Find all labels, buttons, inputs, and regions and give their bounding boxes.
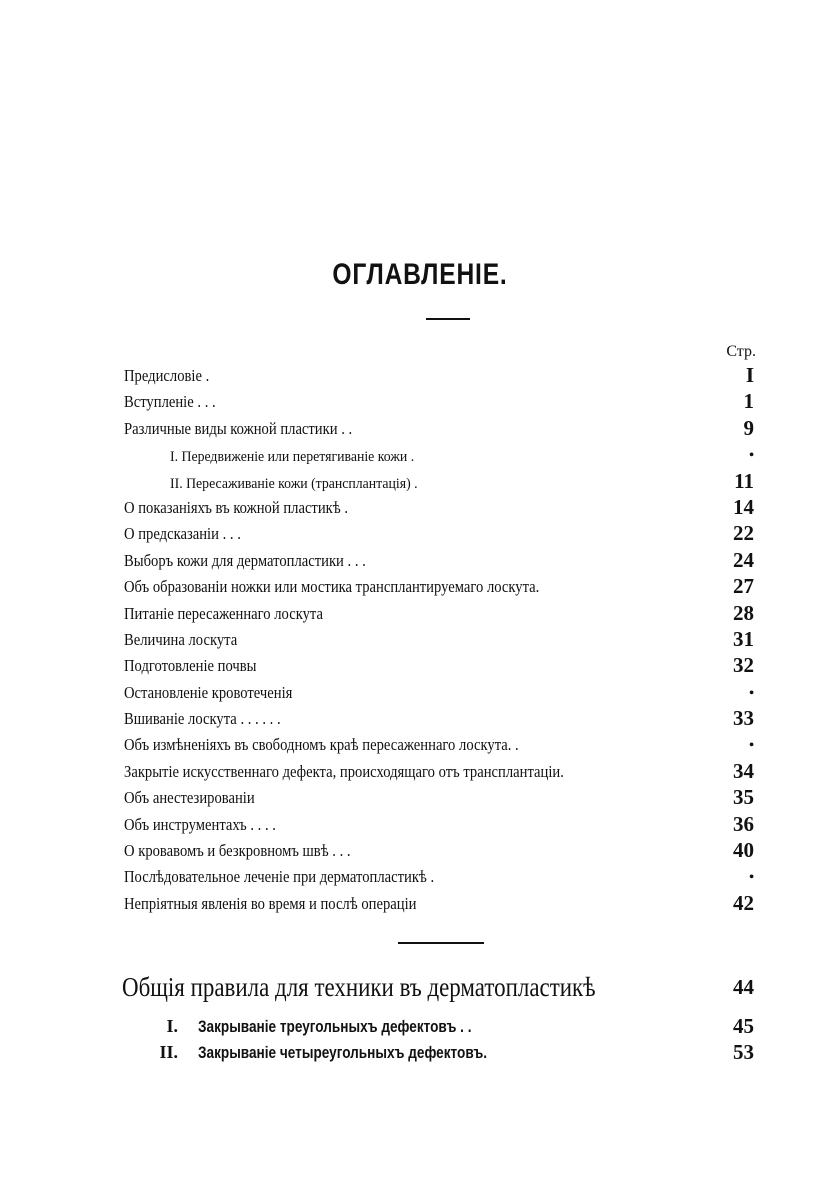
toc-entry-title: Вшиваніе лоскута . . . . . . xyxy=(124,709,281,729)
toc-entry-title: Различные виды кожной пластики . . xyxy=(124,418,353,438)
page-title: ОГЛАВЛЕНІЕ. xyxy=(332,258,508,291)
toc-entry xyxy=(0,652,840,678)
toc-subentry xyxy=(0,468,840,494)
toc-entry-page: 34 xyxy=(733,758,754,783)
toc-entry xyxy=(0,811,840,837)
section-page: 44 xyxy=(733,975,754,999)
toc-entry-page: 22 xyxy=(733,521,754,546)
toc-entry xyxy=(0,494,840,520)
toc-entry xyxy=(0,784,840,810)
toc-entry-page: 14 xyxy=(733,494,754,519)
toc-entry-title: Вступленіе . . . xyxy=(124,392,216,412)
toc-entry-title: Величина лоскута xyxy=(124,629,238,649)
toc-entry-title: О кровавомъ и безкровномъ швѣ . . . xyxy=(124,841,351,861)
section-item-number: II. xyxy=(159,1042,178,1062)
toc-entry-page: 40 xyxy=(733,838,754,863)
toc-entry-title: О предсказаніи . . . xyxy=(124,524,241,544)
section-item xyxy=(0,1014,840,1040)
toc-entry-title: Питаніе пересаженнаго лоскута xyxy=(124,603,323,623)
toc-entry-title: О показаніяхъ въ кожной пластикѣ . xyxy=(124,497,349,517)
section-item-page: 53 xyxy=(733,1040,754,1064)
toc-entry-title: Выборъ кожи для дерматопластики . . . xyxy=(124,550,366,570)
toc-entry xyxy=(0,837,840,863)
toc-entry-page: 31 xyxy=(733,626,754,651)
toc-entry-page: 35 xyxy=(733,785,754,810)
toc-entry-page: • xyxy=(749,738,754,754)
section-item xyxy=(0,1040,840,1066)
toc-entry xyxy=(0,547,840,573)
toc-subentry xyxy=(0,441,840,467)
toc-entry-page: • xyxy=(749,448,754,464)
toc-entry-title: Остановленіе кровотеченія xyxy=(124,682,293,702)
toc-list xyxy=(0,362,840,916)
section-divider xyxy=(398,942,484,944)
toc-entry-page: I xyxy=(745,363,754,387)
toc-entry-title: Закрытіе искусственнаго дефекта, происходящаго отъ трансплантаціи. xyxy=(124,761,564,781)
section-item-title: Закрываніе треугольныхъ дефектовъ . . xyxy=(198,1017,472,1036)
toc-entry-page: 36 xyxy=(733,811,754,836)
title-divider xyxy=(426,318,470,320)
page-column-header: Стр. xyxy=(726,343,756,360)
toc-entry-page: 24 xyxy=(733,547,754,572)
toc-entry xyxy=(0,679,840,705)
section-title: Общія правила для техники въ дерматопластикѣ xyxy=(122,972,596,1002)
toc-entry-page: 9 xyxy=(743,415,754,440)
toc-entry xyxy=(0,415,840,441)
toc-entry xyxy=(0,890,840,916)
section-item-number: I. xyxy=(166,1016,178,1036)
toc-entry-title: Объ инструментахъ . . . . xyxy=(124,814,276,834)
toc-entry-title: Подготовленіе почвы xyxy=(124,656,257,676)
toc-subentry-title: I. Передвиженіе или перетягиваніе кожи . xyxy=(170,449,415,466)
toc-entry-page: • xyxy=(749,870,754,886)
toc-entry xyxy=(0,731,840,757)
toc-entry-page: 1 xyxy=(743,389,754,414)
toc-entry xyxy=(0,362,840,388)
toc-entry xyxy=(0,626,840,652)
toc-entry xyxy=(0,705,840,731)
toc-entry-page: 33 xyxy=(733,706,754,731)
toc-entry-page: 28 xyxy=(733,600,754,625)
toc-entry xyxy=(0,600,840,626)
toc-subentry-title: II. Пересаживаніе кожи (трансплантація) . xyxy=(170,475,418,492)
toc-entry-title: Послѣдовательное леченіе при дерматопластикѣ . xyxy=(124,867,435,887)
toc-entry-page: 11 xyxy=(734,468,754,493)
toc-entry-title: Непріятныя явленія во время и послѣ операціи xyxy=(124,893,417,913)
section-item-page: 45 xyxy=(733,1014,754,1038)
toc-entry-title: Объ образованіи ножки или мостика трансплантируемаго лоскута. xyxy=(124,577,540,597)
toc-entry-page: 32 xyxy=(733,653,754,678)
section-items xyxy=(0,1014,840,1066)
toc-entry-page: 42 xyxy=(733,890,754,915)
toc-entry-title: Объ анестезированіи xyxy=(124,788,255,808)
section-item-title: Закрываніе четыреугольныхъ дефектовъ. xyxy=(198,1043,488,1062)
toc-entry-title: Предисловіе . xyxy=(124,366,210,385)
toc-entry-title: Объ измѣненіяхъ въ свободномъ краѣ пересаженнаго лоскута. . xyxy=(124,735,519,755)
toc-entry xyxy=(0,520,840,546)
toc-entry-page: • xyxy=(749,685,754,701)
toc-entry xyxy=(0,863,840,889)
toc-entry xyxy=(0,388,840,414)
toc-entry xyxy=(0,758,840,784)
toc-entry-page: 27 xyxy=(733,574,754,599)
toc-entry xyxy=(0,573,840,599)
